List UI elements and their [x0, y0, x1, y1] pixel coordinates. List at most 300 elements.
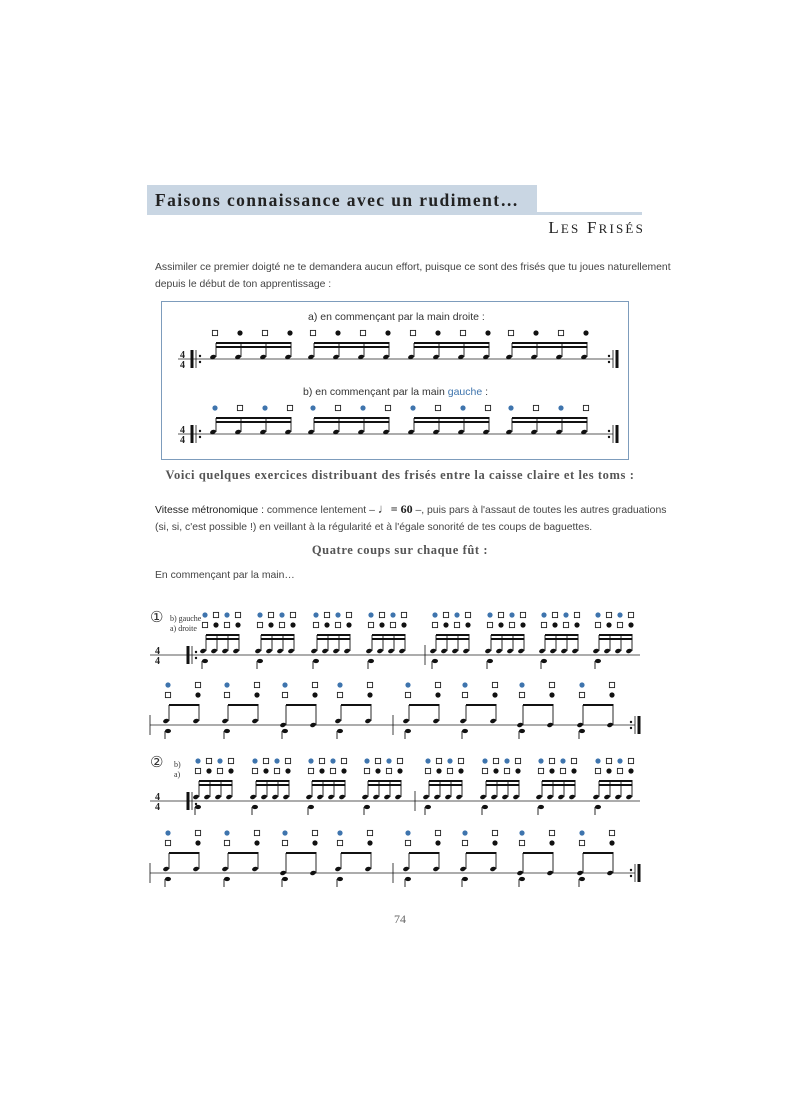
note-head — [365, 648, 372, 654]
note-head — [260, 794, 267, 800]
hand-square — [487, 622, 492, 627]
beam — [436, 638, 470, 640]
hand-dot — [235, 622, 240, 627]
hand-square — [337, 692, 342, 697]
hand-dot — [595, 612, 600, 617]
beam — [317, 634, 351, 636]
lower-note-head — [282, 729, 288, 733]
beam — [312, 780, 346, 782]
hand-square — [519, 692, 524, 697]
hand-dot — [583, 330, 588, 335]
hand-dot — [237, 330, 242, 335]
note-head — [625, 648, 632, 654]
hand-dot — [335, 330, 340, 335]
hand-dot — [217, 758, 222, 763]
note-head — [546, 794, 553, 800]
note-head — [338, 794, 345, 800]
repeat-dot — [199, 436, 201, 438]
beam — [368, 784, 402, 786]
hand-square — [235, 612, 240, 617]
beam — [261, 634, 295, 636]
hand-dot — [319, 768, 324, 773]
hand-dot — [549, 768, 554, 773]
hand-square — [257, 622, 262, 627]
hand-dot — [458, 768, 463, 773]
hand-square — [533, 405, 538, 410]
hand-square — [606, 612, 611, 617]
hand-square — [549, 758, 554, 763]
lower-note-head — [165, 729, 171, 733]
note-head — [576, 870, 583, 876]
hand-dot — [401, 622, 406, 627]
hand-square — [443, 612, 448, 617]
lower-note-head — [313, 659, 319, 663]
hand-square — [195, 682, 200, 687]
beam — [599, 780, 633, 782]
hand-dot — [520, 622, 525, 627]
hand-square — [563, 622, 568, 627]
hand-dot — [212, 405, 217, 410]
lower-note-head — [224, 729, 230, 733]
hand-square — [460, 330, 465, 335]
beam — [491, 638, 525, 640]
hand-square — [432, 622, 437, 627]
lower-note-head — [462, 877, 468, 881]
note-head — [606, 870, 613, 876]
hand-dot — [436, 768, 441, 773]
hand-square — [492, 682, 497, 687]
hand-square — [617, 768, 622, 773]
beam — [512, 421, 588, 423]
hand-square — [252, 768, 257, 773]
hand-dot — [308, 758, 313, 763]
hand-square — [254, 830, 259, 835]
note-head — [271, 794, 278, 800]
hand-dot — [579, 682, 584, 687]
exercise-2-row-1 — [150, 758, 640, 815]
hand-dot — [606, 622, 611, 627]
hand-dot — [287, 330, 292, 335]
hand-square — [290, 612, 295, 617]
time-signature-top: 4 — [155, 646, 160, 657]
hand-dot — [195, 692, 200, 697]
lower-note-head — [579, 877, 585, 881]
hand-dot — [213, 622, 218, 627]
note-head — [489, 866, 496, 872]
hand-dot — [379, 622, 384, 627]
time-signature-bottom: 4 — [180, 360, 185, 371]
hand-dot — [375, 768, 380, 773]
hand-square — [595, 622, 600, 627]
hand-dot — [335, 612, 340, 617]
hand-dot — [367, 840, 372, 845]
hand-dot — [364, 758, 369, 763]
beam — [228, 704, 259, 706]
hand-dot — [397, 768, 402, 773]
example-2-number: ② — [150, 755, 164, 771]
hand-square — [405, 692, 410, 697]
time-signature-bottom: 4 — [155, 802, 160, 813]
hand-dot — [560, 758, 565, 763]
hand-square — [237, 405, 242, 410]
hand-square — [390, 622, 395, 627]
lower-note-head — [519, 877, 525, 881]
hand-dot — [435, 840, 440, 845]
hand-dot — [508, 405, 513, 410]
note-head — [394, 794, 401, 800]
note-head — [210, 648, 217, 654]
beam — [599, 634, 633, 636]
repeat-dot — [630, 869, 632, 871]
lower-note-head — [405, 729, 411, 733]
beam — [545, 638, 579, 640]
beam — [372, 634, 406, 636]
hand-square — [401, 612, 406, 617]
repeat-dot — [195, 651, 197, 653]
lower-note-head — [405, 877, 411, 881]
note-head — [334, 866, 341, 872]
hand-dot — [515, 768, 520, 773]
hand-dot — [367, 692, 372, 697]
hand-square — [617, 622, 622, 627]
hand-dot — [324, 622, 329, 627]
hand-dot — [460, 405, 465, 410]
hand-dot — [165, 682, 170, 687]
hand-square — [319, 758, 324, 763]
time-signature-top: 4 — [180, 425, 185, 436]
hand-square — [385, 405, 390, 410]
hand-dot — [552, 622, 557, 627]
hand-square — [360, 330, 365, 335]
hand-dot — [465, 622, 470, 627]
beam — [199, 780, 233, 782]
note-head — [309, 722, 316, 728]
hand-square — [425, 768, 430, 773]
hand-square — [313, 622, 318, 627]
hand-square — [224, 692, 229, 697]
beam — [286, 704, 317, 706]
note-head — [603, 648, 610, 654]
note-head — [535, 794, 542, 800]
lower-note-head — [519, 729, 525, 733]
hand-square — [287, 405, 292, 410]
beam — [523, 704, 554, 706]
example-1-label-b: b) gauche — [170, 614, 202, 623]
hand-dot — [454, 612, 459, 617]
page-number: 74 — [394, 912, 406, 926]
hand-square — [606, 758, 611, 763]
note-head — [203, 794, 210, 800]
caption-b-hand: gauche — [447, 386, 483, 398]
example-1-label-a: a) droite — [170, 624, 197, 633]
lower-note-head — [224, 877, 230, 881]
beam — [314, 421, 390, 423]
hand-square — [458, 758, 463, 763]
note-head — [479, 794, 486, 800]
hand-dot — [274, 758, 279, 763]
hand-dot — [252, 758, 257, 763]
repeat-dot — [608, 361, 610, 363]
caption-a: a) en commençant par la main droite : — [308, 311, 485, 323]
note-head — [432, 718, 439, 724]
hand-dot — [410, 405, 415, 410]
beam — [216, 346, 292, 348]
hand-dot — [549, 840, 554, 845]
hand-note: En commençant par la main… — [155, 570, 295, 581]
hand-dot — [337, 682, 342, 687]
hand-square — [165, 840, 170, 845]
beam — [429, 780, 463, 782]
note-head — [549, 648, 556, 654]
note-head — [422, 794, 429, 800]
lower-note-head — [364, 805, 370, 809]
hand-square — [583, 405, 588, 410]
beam — [169, 852, 200, 854]
hand-dot — [268, 622, 273, 627]
hand-square — [217, 768, 222, 773]
hand-square — [324, 612, 329, 617]
hand-dot — [628, 768, 633, 773]
hand-square — [571, 758, 576, 763]
hand-square — [558, 330, 563, 335]
hand-dot — [492, 840, 497, 845]
hand-square — [330, 768, 335, 773]
hand-square — [202, 622, 207, 627]
lower-note-head — [595, 659, 601, 663]
lower-note-head — [538, 805, 544, 809]
hand-dot — [482, 758, 487, 763]
hand-square — [224, 622, 229, 627]
hand-dot — [617, 758, 622, 763]
beam — [491, 634, 525, 636]
hand-square — [397, 758, 402, 763]
hand-dot — [563, 612, 568, 617]
note-head — [462, 648, 469, 654]
beam — [314, 417, 390, 419]
beam — [414, 417, 490, 419]
hand-square — [312, 682, 317, 687]
beam — [256, 784, 290, 786]
beam — [486, 780, 520, 782]
lower-note-head — [337, 729, 343, 733]
hand-dot — [312, 692, 317, 697]
beam — [583, 852, 614, 854]
hand-square — [435, 405, 440, 410]
hand-square — [367, 682, 372, 687]
hand-dot — [492, 692, 497, 697]
hand-dot — [595, 758, 600, 763]
repeat-dot — [630, 721, 632, 723]
note-head — [254, 648, 261, 654]
note-head — [192, 794, 199, 800]
hand-dot — [435, 692, 440, 697]
intro-line-2: depuis le début de ton apprentissage : — [155, 279, 332, 290]
note-head — [327, 794, 334, 800]
beam — [542, 784, 576, 786]
hand-square — [579, 692, 584, 697]
beam — [341, 704, 372, 706]
note-head — [225, 794, 232, 800]
note-head — [305, 794, 312, 800]
hand-square — [509, 622, 514, 627]
beam — [206, 638, 240, 640]
hand-square — [386, 768, 391, 773]
hand-square — [552, 612, 557, 617]
note-head — [221, 648, 228, 654]
beam — [486, 784, 520, 786]
beam — [542, 780, 576, 782]
note-head — [282, 794, 289, 800]
hand-dot — [224, 682, 229, 687]
beam — [199, 784, 233, 786]
beam — [512, 342, 588, 344]
note-head — [221, 718, 228, 724]
hand-dot — [541, 612, 546, 617]
repeat-dot — [195, 803, 197, 805]
hand-dot — [341, 768, 346, 773]
hand-square — [519, 840, 524, 845]
hand-dot — [310, 405, 315, 410]
note-head — [455, 794, 462, 800]
hand-dot — [282, 830, 287, 835]
note-head — [310, 648, 317, 654]
example-2-label-a: a) — [174, 770, 181, 779]
hand-dot — [579, 830, 584, 835]
beam — [466, 852, 497, 854]
hand-dot — [263, 768, 268, 773]
hand-square — [368, 622, 373, 627]
hand-square — [195, 830, 200, 835]
hand-square — [282, 692, 287, 697]
hand-dot — [165, 830, 170, 835]
hand-square — [549, 682, 554, 687]
note-head — [276, 648, 283, 654]
repeat-dot — [199, 355, 201, 357]
beam — [368, 780, 402, 782]
hand-square — [308, 768, 313, 773]
hand-dot — [519, 830, 524, 835]
note-head — [501, 794, 508, 800]
lower-note-head — [257, 659, 263, 663]
hand-dot — [435, 330, 440, 335]
hand-dot — [571, 768, 576, 773]
hand-dot — [385, 330, 390, 335]
hand-square — [268, 612, 273, 617]
beam — [372, 638, 406, 640]
hand-dot — [282, 682, 287, 687]
hand-dot — [224, 612, 229, 617]
hand-dot — [487, 612, 492, 617]
beam — [523, 852, 554, 854]
beam — [409, 852, 440, 854]
hand-dot — [337, 830, 342, 835]
note-head — [383, 794, 390, 800]
hand-square — [263, 758, 268, 763]
hand-square — [465, 612, 470, 617]
time-signature-bottom: 4 — [180, 435, 185, 446]
time-signature-top: 4 — [180, 350, 185, 361]
hand-square — [574, 612, 579, 617]
hand-dot — [290, 622, 295, 627]
hand-square — [541, 622, 546, 627]
hand-square — [454, 622, 459, 627]
note-head — [568, 794, 575, 800]
hand-square — [579, 840, 584, 845]
hand-square — [515, 758, 520, 763]
hand-square — [206, 758, 211, 763]
hand-square — [346, 612, 351, 617]
beam — [545, 634, 579, 636]
hand-square — [520, 612, 525, 617]
hand-square — [165, 692, 170, 697]
note-head — [517, 648, 524, 654]
hand-square — [279, 622, 284, 627]
beam — [317, 638, 351, 640]
note-head — [576, 722, 583, 728]
beam — [599, 784, 633, 786]
note-head — [162, 866, 169, 872]
beam — [216, 421, 292, 423]
banner-title: Faisons connaissance avec un rudiment… — [155, 189, 520, 210]
lower-note-head — [368, 659, 374, 663]
tempo-line-2: (si, si, c'est possible !) en veillant à la régularité et à l'égale sonorité de tes coups de baguettes. — [155, 522, 593, 533]
note-head — [603, 794, 610, 800]
note-head — [334, 718, 341, 724]
note-head — [538, 648, 545, 654]
lower-note-head — [462, 729, 468, 733]
note-head — [214, 794, 221, 800]
note-head — [592, 648, 599, 654]
hand-square — [549, 830, 554, 835]
beam — [414, 342, 490, 344]
repeat-dot — [630, 875, 632, 877]
beam — [341, 852, 372, 854]
repeat-dot — [608, 430, 610, 432]
hand-dot — [254, 840, 259, 845]
note-head — [251, 866, 258, 872]
exercise-1-row-2 — [150, 682, 639, 739]
hand-square — [364, 768, 369, 773]
hand-dot — [493, 768, 498, 773]
time-signature-bottom: 4 — [155, 656, 160, 667]
note-head — [279, 870, 286, 876]
hand-dot — [538, 758, 543, 763]
note-head — [516, 870, 523, 876]
repeat-dot — [199, 430, 201, 432]
note-head — [398, 648, 405, 654]
repeat-dot — [199, 361, 201, 363]
hand-square — [462, 840, 467, 845]
hand-dot — [443, 622, 448, 627]
hand-dot — [195, 840, 200, 845]
lower-note-head — [432, 659, 438, 663]
hand-square — [335, 405, 340, 410]
hand-square — [410, 330, 415, 335]
beam — [429, 784, 463, 786]
repeat-dot — [195, 657, 197, 659]
hand-dot — [405, 830, 410, 835]
hand-dot — [206, 768, 211, 773]
lower-note-head — [195, 805, 201, 809]
note-head — [490, 794, 497, 800]
hand-square — [492, 830, 497, 835]
staff-b — [178, 405, 617, 446]
lower-note-head — [579, 729, 585, 733]
hand-square — [285, 758, 290, 763]
note-head — [614, 648, 621, 654]
hand-square — [435, 830, 440, 835]
note-head — [440, 648, 447, 654]
